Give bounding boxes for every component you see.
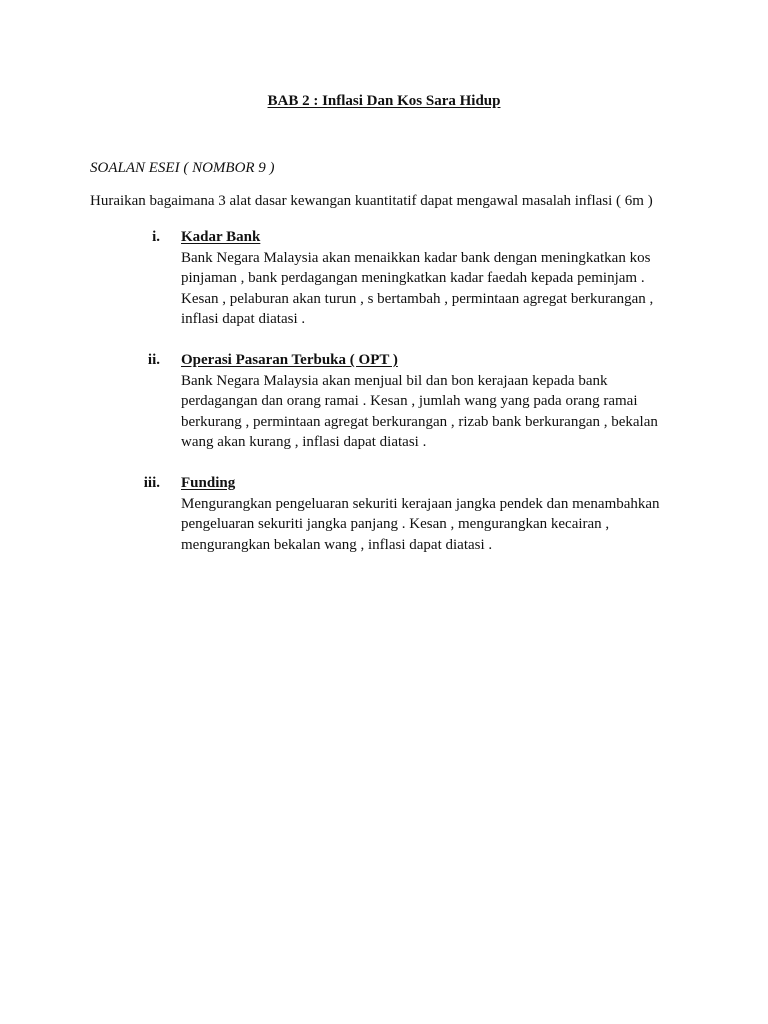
item-numeral: iii.: [143, 475, 160, 491]
item-body: Bank Negara Malaysia akan menjual bil dan bon kerajaan kepada bank perdagangan dan orang ramai . Kesan , jumlah wang yang pada orang ramai berkurang , permintaan agregat berkurangan , rizab bank berkurangan , bekalan wang akan kurang , inflasi dapat diatasi .: [181, 372, 658, 450]
question-text: Huraikan bagaimana 3 alat dasar kewangan kuantitatif dapat mengawal masalah inflasi ( 6m ): [90, 193, 653, 209]
item-content: [181, 473, 671, 555]
item-heading: Funding: [181, 475, 236, 491]
item-heading: Operasi Pasaran Terbuka ( OPT ): [181, 352, 398, 368]
item-content: [181, 227, 671, 330]
item-numeral: ii.: [147, 352, 160, 368]
item-body: Bank Negara Malaysia akan menaikkan kadar bank dengan meningkatkan kos pinjaman , bank perdagangan meningkatkan kadar faedah kepada peminjam . Kesan , pelaburan akan turun , s bertambah , permintaan agregat berkurangan , inflasi dapat diatasi .: [181, 249, 654, 327]
document-title: BAB 2 : Inflasi Dan Kos Sara Hidup: [267, 93, 501, 109]
section-label: SOALAN ESEI ( NOMBOR 9 ): [90, 160, 275, 176]
item-content: [181, 350, 671, 453]
item-heading: Kadar Bank: [181, 229, 261, 245]
item-numeral: i.: [152, 229, 160, 245]
item-body: Mengurangkan pengeluaran sekuriti kerajaan jangka pendek dan menambahkan pengeluaran sekuriti jangka panjang . Kesan , mengurangkan kecairan , mengurangkan bekalan wang , inflasi dapat diatasi .: [181, 495, 660, 553]
